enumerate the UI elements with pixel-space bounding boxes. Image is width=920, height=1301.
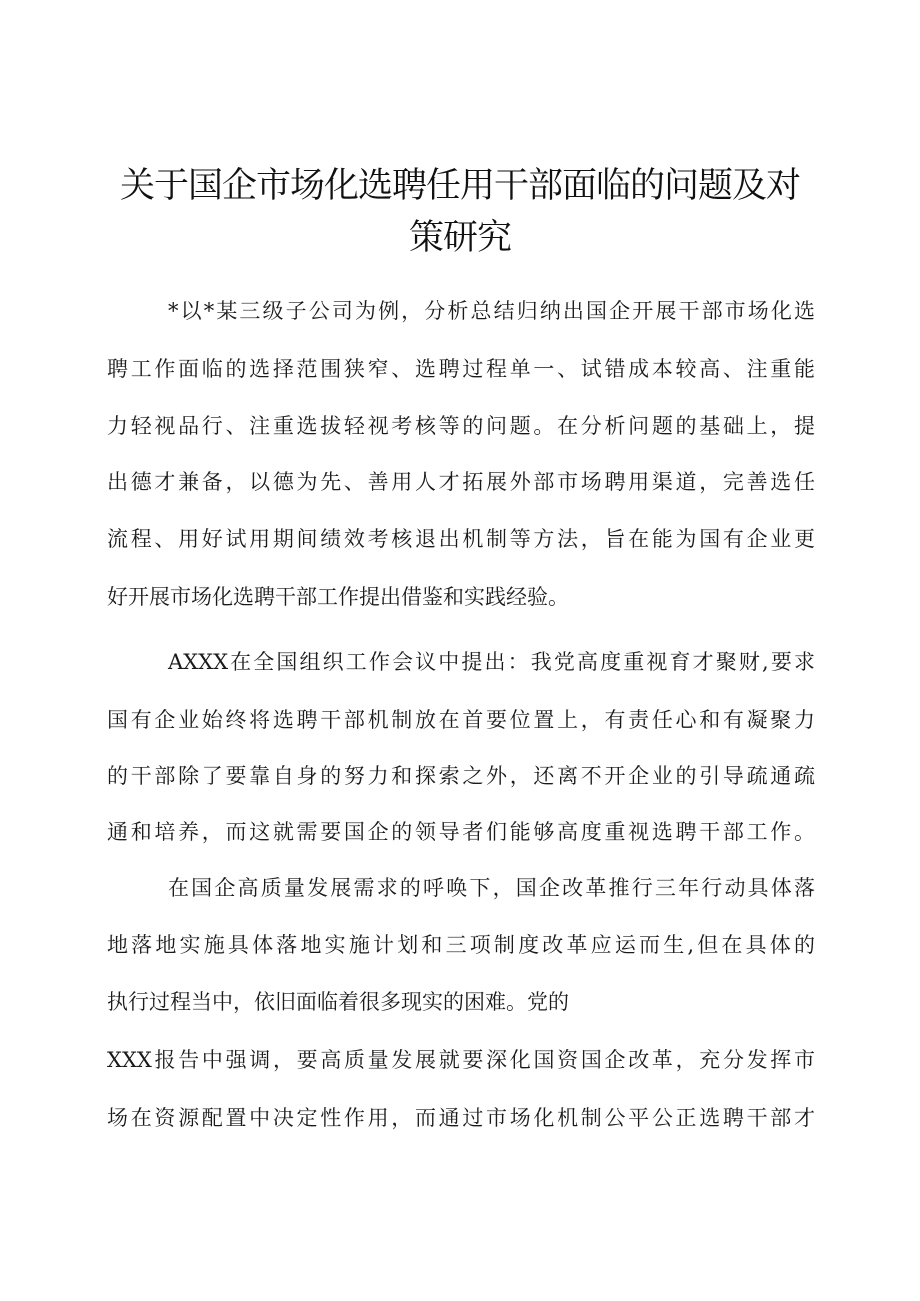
- paragraph-line: 国有企业始终将选聘干部机制放在首要位置上，有责任心和有凝聚力: [107, 708, 815, 732]
- paragraph-line: 通和培养，而这就需要国企的领导者们能够高度重视选聘干部工作。: [107, 820, 815, 844]
- paragraph-line: *以*某三级子公司为例，分析总结归纳出国企开展干部市场化选: [168, 299, 815, 323]
- paragraph-line: 流程、用好试用期间绩效考核退出机制等方法，旨在能为国有企业更: [107, 527, 815, 551]
- paragraph-line: 执行过程当中，依旧面临着很多现实的困难。党的: [107, 990, 569, 1014]
- document-title-line-1: 关于国企市场化选聘任用干部面临的问题及对: [119, 166, 800, 206]
- paragraph-line: 聘工作面临的选择范围狭窄、选聘过程单一、试错成本较高、注重能: [107, 357, 815, 381]
- paragraph-line: AXXX在全国组织工作会议中提出：我党高度重视育才聚财,要求: [168, 650, 815, 674]
- paragraph-line: 力轻视品行、注重选拔轻视考核等的问题。在分析问题的基础上，提: [107, 414, 815, 438]
- paragraph-line: 在国企高质量发展需求的呼唤下，国企改革推行三年行动具体落: [168, 876, 815, 900]
- paragraph-line: XXX报告中强调，要高质量发展就要深化国资国企改革，充分发挥市: [107, 1048, 815, 1072]
- paragraph-line: 的干部除了要靠自身的努力和探索之外，还离不开企业的引导疏通疏: [107, 764, 815, 788]
- document-title-line-2: 策研究: [408, 218, 511, 258]
- paragraph-line: 好开展市场化选聘干部工作提出借鉴和实践经验。: [107, 585, 569, 609]
- paragraph-line: 出德才兼备，以德为先、善用人才拓展外部市场聘用渠道，完善选任: [107, 470, 815, 494]
- paragraph-line: 地落地实施具体落地实施计划和三项制度改革应运而生,但在具体的: [107, 933, 815, 957]
- paragraph-line: 场在资源配置中决定性作用，而通过市场化机制公平公正选聘干部才: [107, 1106, 815, 1130]
